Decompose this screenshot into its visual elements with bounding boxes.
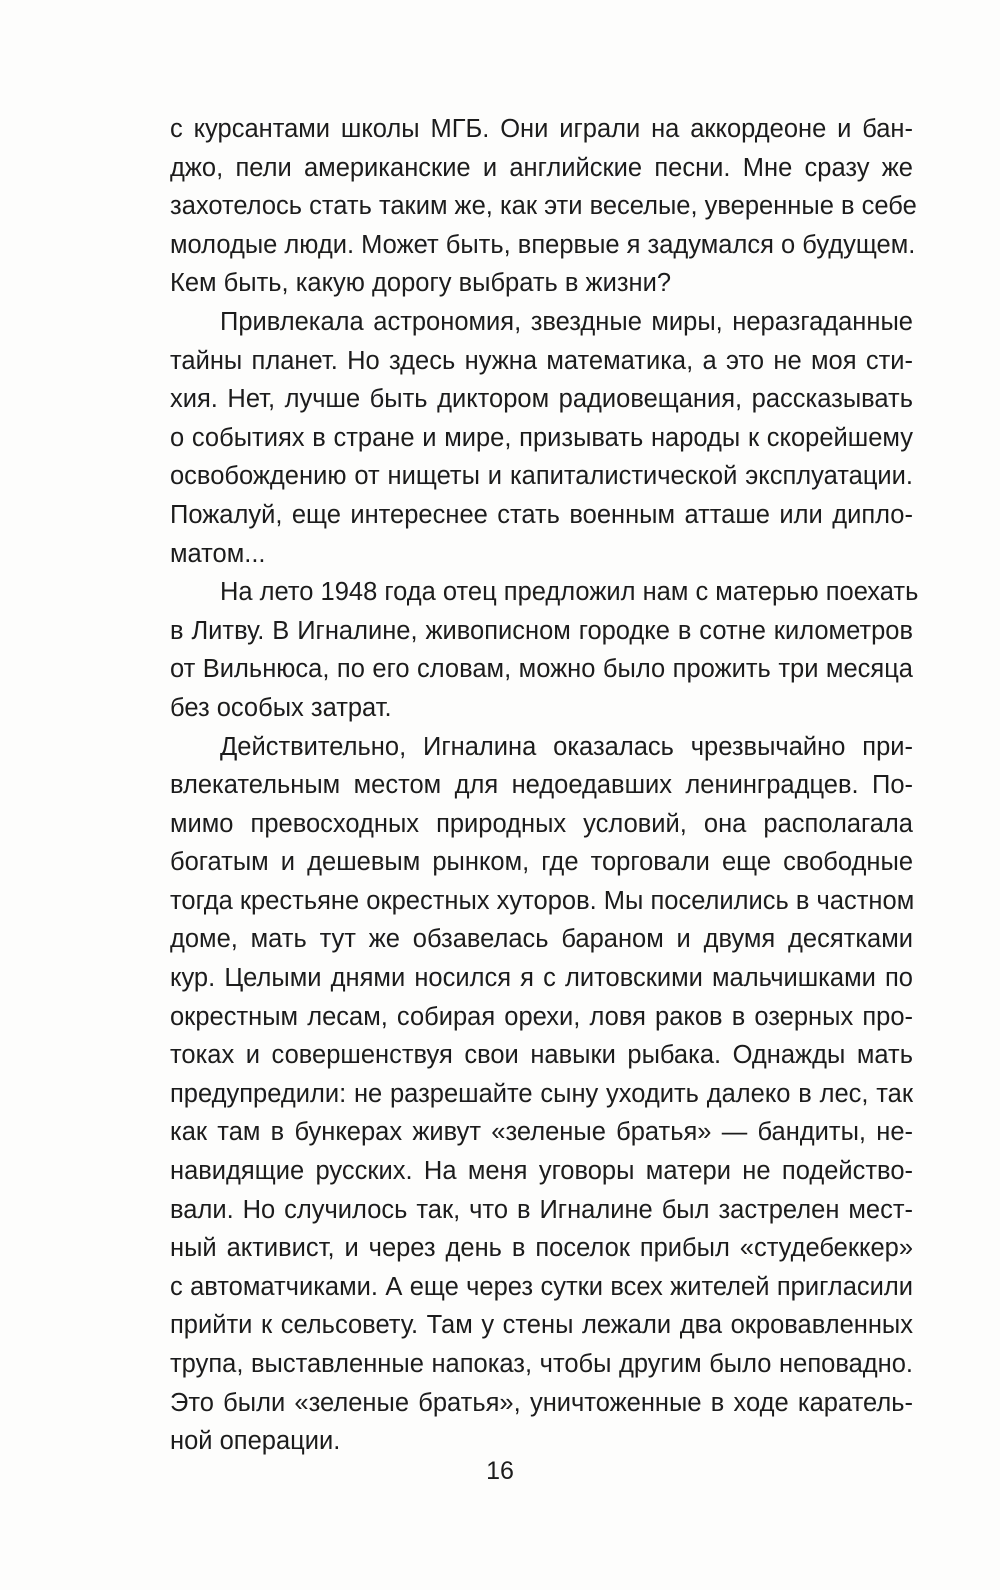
text-line: освобождению от нищеты и капиталистической эксплуатации. [170,462,913,491]
text-line: трупа, выставленные напоказ, чтобы другим было неповадно. [170,1350,913,1378]
text-line: На лето 1948 года отец предложил нам с матерью поехать [220,578,919,607]
text-line: кур. Целыми днями носился я с литовскими мальчишками по [170,964,913,993]
text-line: молодые люди. Может быть, впервые я задумался о будущем. [170,230,916,259]
text-line: без особых затрат. [170,693,392,722]
paragraph [120,110,917,303]
text-line: в Литву. В Игналине, живописном городке в сотне километров [170,616,913,645]
text-line: Кем быть, какую дорогу выбрать в жизни? [170,269,672,298]
text-line: матом... [170,539,266,568]
body-text [120,110,919,1461]
text-line: Действительно, Игналина оказалась чрезвычайно при- [220,732,913,761]
text-line: богатым и дешевым рынком, где торговали еще свободные [170,848,913,877]
text-line: джо, пели американские и английские песни. Мне сразу же [170,153,913,182]
text-line: тайны планет. Но здесь нужна математика, а это не моя сти- [170,346,913,375]
text-line: Это были «зеленые братья», уничтоженные в ходе каратель- [170,1388,913,1417]
text-line: мимо превосходных природных условий, она располагала [170,809,913,838]
text-line: ной операции. [170,1427,341,1456]
text-line: доме, мать тут же обзавелась бараном и двумя десятками [170,925,913,954]
text-line: с курсантами школы МГБ. Они играли на аккордеоне и бан- [170,115,913,143]
text-line: Пожалуй, еще интереснее стать военным атташе или дипло- [170,500,913,529]
text-line: тогда крестьяне окрестных хуторов. Мы поселились в частном [170,886,915,915]
page-number: 16 [486,1457,514,1485]
text-line: предупредили: не разрешайте сыну уходить далеко в лес, так [170,1079,913,1108]
text-line: с автоматчиками. А еще через сутки всех жителей пригласили [170,1272,913,1301]
text-line: прийти к сельсовету. Там у стены лежали два окровавленных [170,1311,913,1340]
text-line: как там в бункерах живут «зеленые братья» — бандиты, не- [170,1118,913,1147]
text-line: влекательным местом для недоедавших ленинградцев. По- [170,771,913,800]
text-line: ный активист, и через день в поселок прибыл «студебеккер» [170,1234,913,1263]
text-line: навидящие русских. На меня уговоры матери не подейство- [170,1157,913,1186]
text-line: о событиях в стране и мире, призывать народы к скорейшему [170,423,913,452]
text-line: от Вильнюса, по его словам, можно было прожить три месяца [170,655,913,684]
paragraph [120,303,913,573]
text-line: окрестным лесам, собирая орехи, ловя раков в озерных про- [170,1002,913,1031]
paragraph [120,728,913,1461]
text-line: захотелось стать таким же, как эти веселые, уверенные в себе [170,192,917,221]
text-line: Привлекала астрономия, звездные миры, неразгаданные [220,307,913,336]
text-line: хия. Нет, лучше быть диктором радиовещания, рассказывать [170,385,913,414]
text-line: вали. Но случилось так, что в Игналине был застрелен мест- [170,1195,913,1224]
paragraph [120,573,919,727]
text-line: токах и совершенствуя свои навыки рыбака. Однажды мать [170,1041,913,1070]
